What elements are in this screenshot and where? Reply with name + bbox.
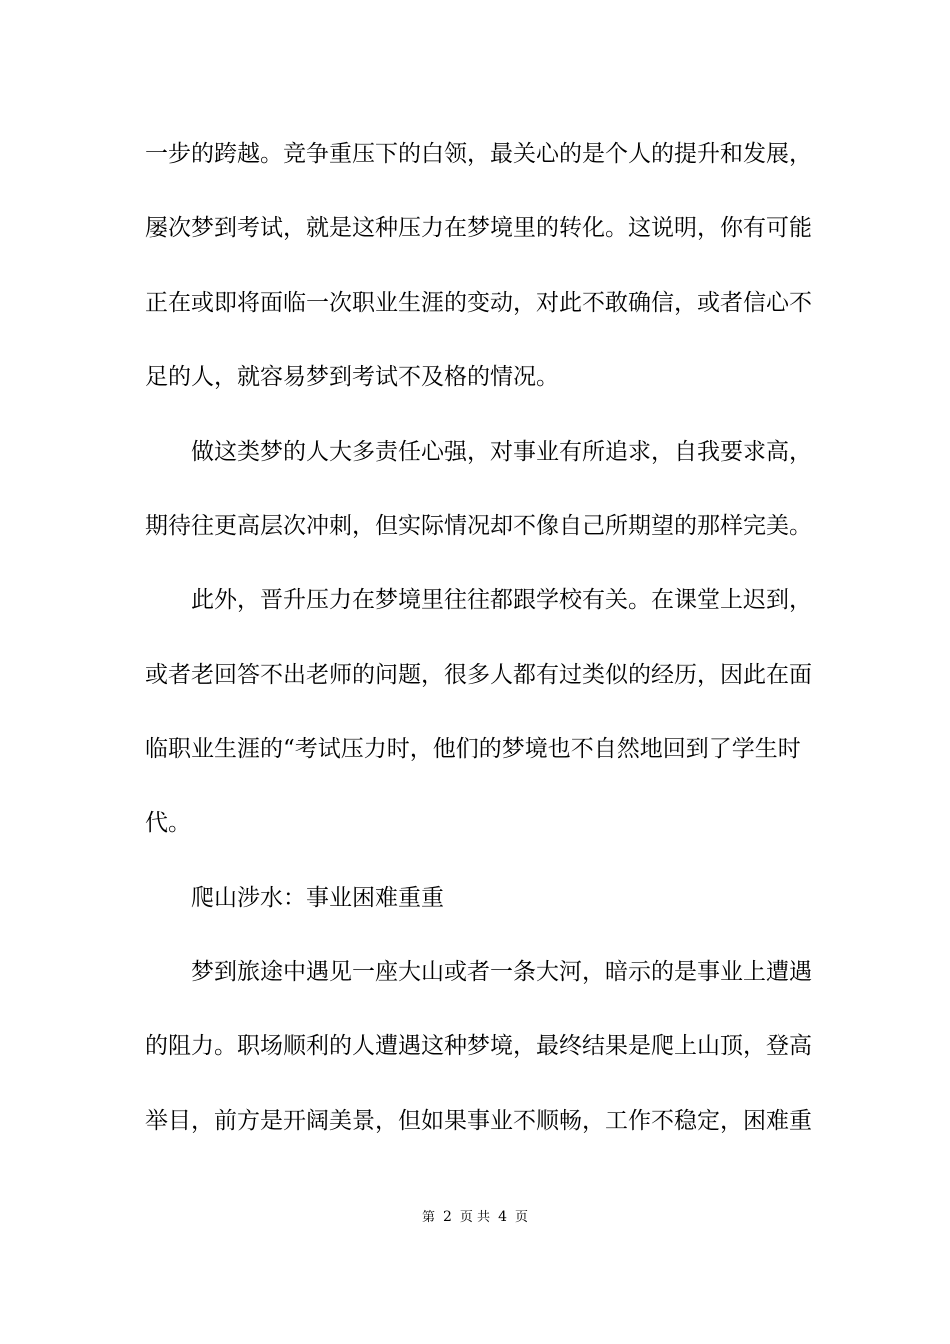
paragraph-first-line: 此外，晋升压力在梦境里往往都跟学校有关。在课堂上迟到， xyxy=(191,587,812,613)
paragraph-first-line: 做这类梦的人大多责任心强，对事业有所追求，自我要求高， xyxy=(191,439,812,465)
text-line: 举目，前方是开阔美景，但如果事业不顺畅，工作不稳定，困难重 xyxy=(145,1108,812,1134)
text-line: 一步的跨越。竞争重压下的白领，最关心的是个人的提升和发展， xyxy=(145,141,812,167)
section-heading: 爬山涉水：事业困难重重 xyxy=(191,885,444,911)
footer-suffix: 页 xyxy=(514,1210,528,1225)
text-line: 屡次梦到考试，就是这种压力在梦境里的转化。这说明，你有可能 xyxy=(145,215,812,241)
text-line: 期待往更高层次冲刺，但实际情况却不像自己所期望的那样完美。 xyxy=(145,513,812,539)
total-pages-number: 4 xyxy=(498,1209,507,1225)
text-line: 正在或即将面临一次职业生涯的变动，对此不敢确信，或者信心不 xyxy=(145,290,812,316)
footer-prefix: 第 xyxy=(421,1210,435,1225)
text-line: 代。 xyxy=(145,810,191,836)
paragraph-first-line: 梦到旅途中遇见一座大山或者一条大河，暗示的是事业上遭遇 xyxy=(191,959,812,985)
page-footer xyxy=(0,1208,950,1227)
footer-middle: 页 共 xyxy=(459,1210,491,1225)
current-page-number: 2 xyxy=(443,1209,452,1225)
text-line: 或者老回答不出老师的问题，很多人都有过类似的经历，因此在面 xyxy=(145,662,812,688)
text-line: 的阻力。职场顺利的人遭遇这种梦境，最终结果是爬上山顶，登高 xyxy=(145,1033,812,1059)
text-line: 足的人，就容易梦到考试不及格的情况。 xyxy=(145,364,559,390)
text-line: 临职业生涯的“考试压力时，他们的梦境也不自然地回到了学生时 xyxy=(145,736,801,762)
